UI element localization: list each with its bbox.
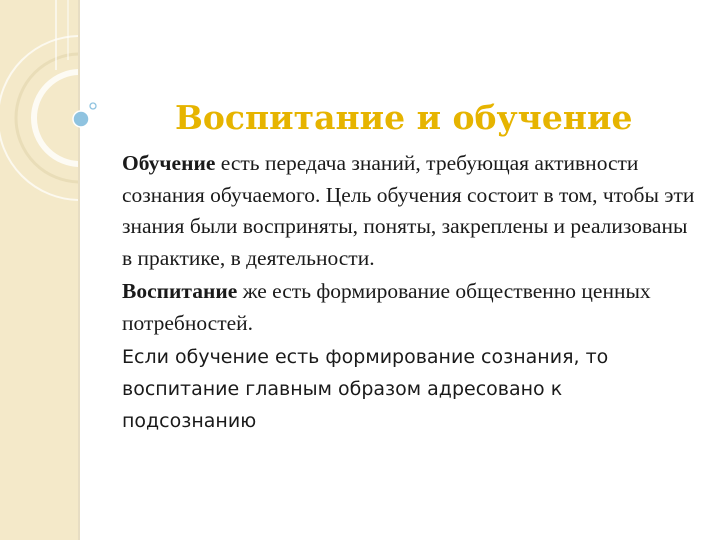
side-border <box>78 0 80 540</box>
paragraph-learning-text: есть передача знаний, требующая активности сознания обучаемого. Цель обучения состоит в том, чтобы эти знания были восприняты, поняты, закреплены и реализованы в практике, в деятельности. <box>122 151 695 270</box>
concentric-circles-icon <box>0 0 78 540</box>
paragraph-conclusion: Если обучение есть формирование сознания, то воспитание главным образом адресовано к подсознанию <box>122 346 609 432</box>
term-learning: Обучение <box>122 151 216 175</box>
side-panel <box>0 0 78 540</box>
slide-body <box>122 148 702 437</box>
paragraph-upbringing <box>122 276 702 339</box>
blue-dot-icon <box>70 96 100 136</box>
paragraph-learning <box>122 148 702 274</box>
slide-title: Воспитание и обучение <box>175 98 633 137</box>
term-upbringing: Воспитание <box>122 279 238 303</box>
paragraph-upbringing-text: же есть формирование общественно ценных потребностей. <box>122 279 651 335</box>
small-ring-icon <box>90 103 96 109</box>
